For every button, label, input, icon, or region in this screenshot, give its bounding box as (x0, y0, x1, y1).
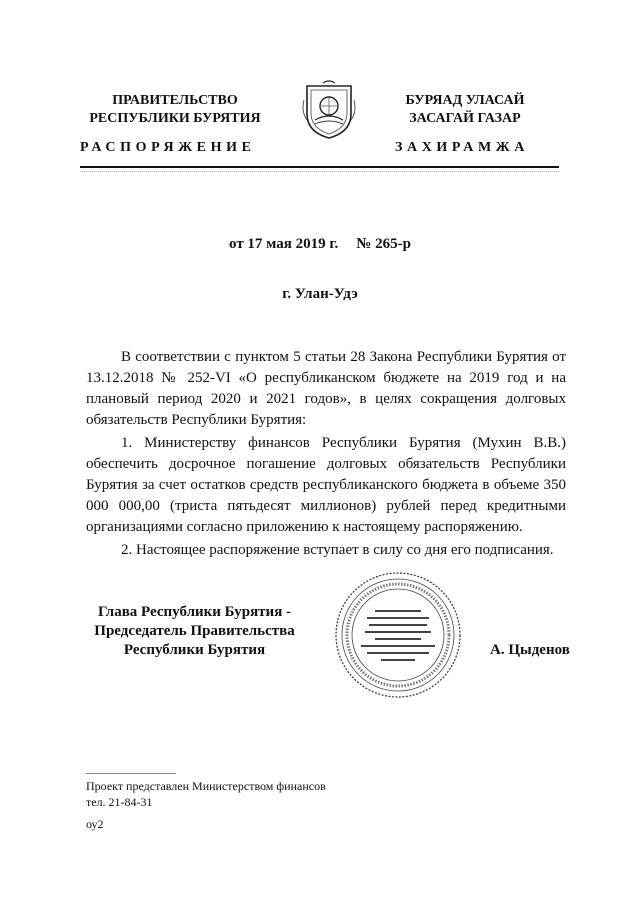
header-divider (80, 166, 559, 168)
government-name-ru (80, 92, 270, 128)
signatory-title-line2: Председатель Правительства (94, 623, 295, 639)
document-date: от 17 мая 2019 г. (229, 236, 339, 252)
government-name-line1: ПРАВИТЕЛЬСТВО (112, 93, 238, 108)
government-name-bua-line1: БУРЯАД УЛАСАЙ (405, 93, 525, 108)
footer-phone: тел. 21-84-31 (86, 795, 153, 809)
signatory-title-line3: Республики Бурятия (123, 642, 266, 658)
header-divider-dotted (80, 171, 559, 172)
signatory-name: А. Цыденов (490, 642, 570, 658)
document-type-ru: РАСПОРЯЖЕНИЕ (80, 140, 256, 155)
footer-note (86, 778, 326, 810)
government-name-bua-line2: ЗАСАГАЙ ГАЗАР (409, 111, 521, 126)
preamble-paragraph: В соответствии с пунктом 5 статьи 28 Закона Республики Бурятия от 13.12.2018 № 252-VI «О республиканском бюджете на 2019 год и на плановый период 2020 и 2021 годов», в целях сокращения долговых обязательств Республики Бурятия: (86, 349, 566, 428)
signatory-title-line1: Глава Республики Бурятия - (97, 604, 292, 620)
footer-prepared-by: Проект представлен Министерством финансов (86, 779, 326, 793)
document-type-bua: ЗАХИРАМЖА (395, 140, 529, 155)
footer-code: оу2 (86, 817, 104, 831)
document-city: г. Улан-Удэ (282, 286, 358, 302)
official-stamp (333, 570, 463, 700)
government-name-bua (380, 92, 550, 128)
item-2-paragraph: 2. Настоящее распоряжение вступает в силу со дня его подписания. (121, 542, 554, 558)
footer-divider (86, 773, 176, 774)
document-date-number (0, 236, 640, 253)
signatory-title (82, 603, 307, 660)
government-name-line2: РЕСПУБЛИКИ БУРЯТИЯ (89, 111, 261, 126)
coat-of-arms-icon (301, 80, 357, 140)
document-number: № 265-р (356, 236, 411, 252)
item-1-paragraph: 1. Министерству финансов Республики Бурятия (Мухин В.В.) обеспечить досрочное погашение долговых обязательств Республики Бурятия за счет остатков средств республиканского бюджета в объеме 350 000 000,00 (триста пятьдесят миллионов) рублей перед кредитными организациями согласно приложению к настоящему распоряжению. (86, 435, 566, 535)
